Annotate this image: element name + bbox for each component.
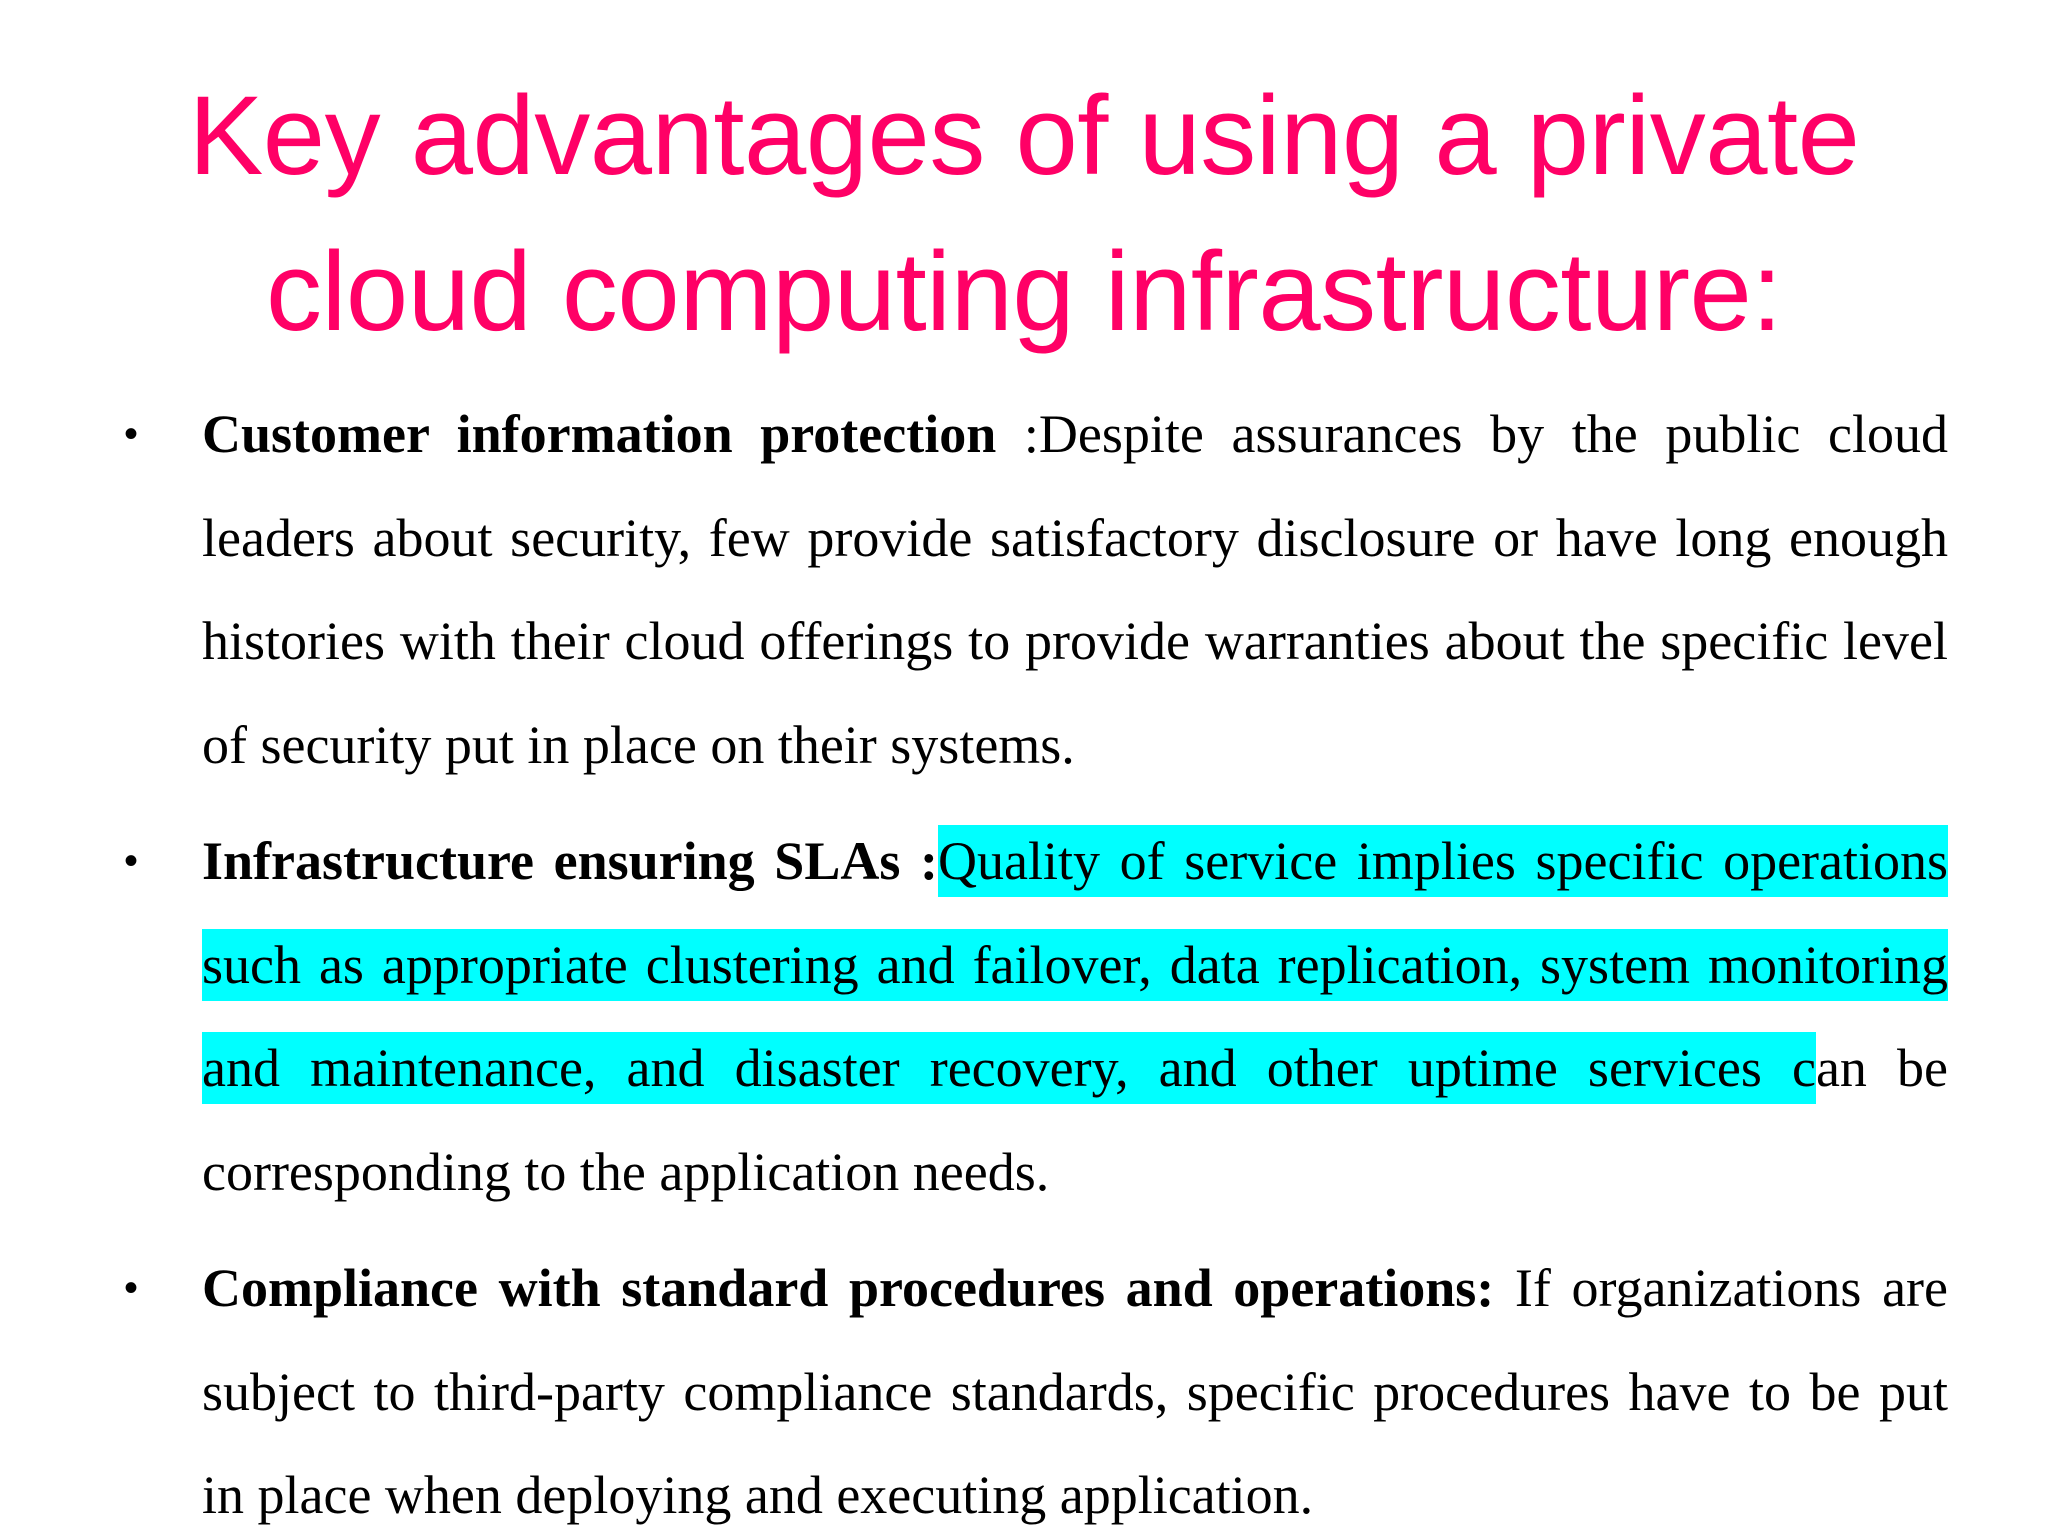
- bullet-heading: Compliance with standard procedures and operations:: [202, 1258, 1495, 1318]
- bullet-heading: Infrastructure ensuring SLAs :: [202, 831, 939, 891]
- slide-title: [0, 58, 2048, 370]
- bullet-dot: •: [124, 839, 139, 883]
- bullet-dot: •: [124, 412, 139, 456]
- bullet-dot: •: [124, 1266, 139, 1310]
- bullet-list: [120, 383, 1948, 1536]
- bullet-text: an be corresponding to the application needs.: [202, 1038, 1948, 1202]
- highlighted-text: Quality of service implies specific operations such as appropriate clustering and failover, data replication, system monitoring and maintenance, and disaster recovery, and other uptime services c: [202, 825, 1948, 1104]
- bullet-heading: Customer information protection: [202, 404, 997, 464]
- bullet-customer-information-protection: [120, 383, 1948, 797]
- bullet-text: :Despite assurances by the public cloud leaders about security, few provide satisfactory disclosure or have long enough histories with their cloud offerings to provide warranties about the specific level of security put in place on their systems.: [202, 404, 1948, 775]
- title-line-2: cloud computing infrastructure:: [266, 229, 1782, 354]
- bullet-text: If organizations are subject to third-party compliance standards, specific procedures have to be put in place when deploying and executing application.: [202, 1258, 1948, 1525]
- title-line-1: Key advantages of using a private: [188, 73, 1860, 198]
- bullet-infrastructure-ensuring-slas: [120, 810, 1948, 1224]
- bullet-compliance-standard-procedures: [120, 1237, 1948, 1536]
